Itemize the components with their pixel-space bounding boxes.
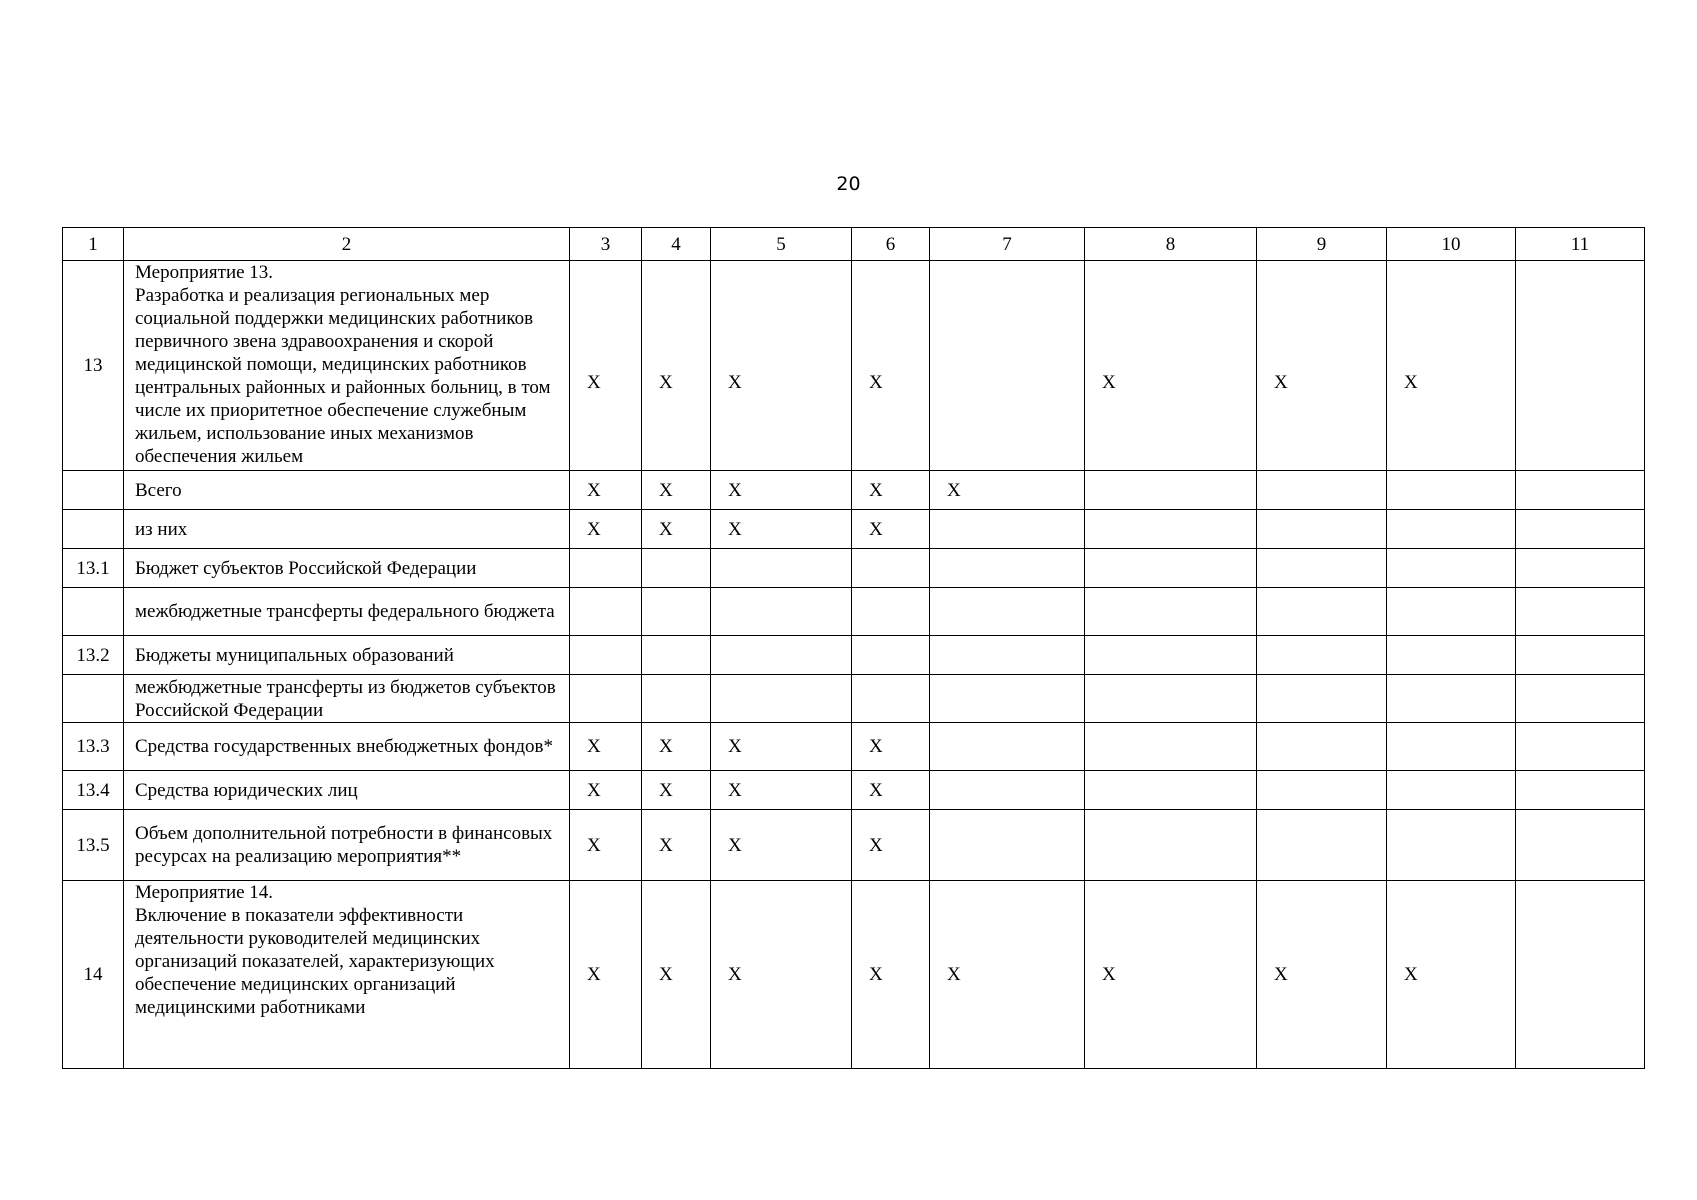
row-name: Всего xyxy=(124,471,570,510)
table-cell xyxy=(711,549,852,588)
table-cell xyxy=(1516,881,1645,1069)
table-cell: X xyxy=(852,771,930,810)
table-cell: X xyxy=(570,261,642,471)
column-header: 1 xyxy=(63,228,124,261)
column-header: 5 xyxy=(711,228,852,261)
table-cell xyxy=(1516,471,1645,510)
table-row xyxy=(63,881,1645,1069)
table-cell xyxy=(1257,510,1387,549)
table-cell xyxy=(1516,810,1645,881)
table-cell xyxy=(1257,588,1387,636)
table-cell xyxy=(1257,675,1387,723)
table-cell xyxy=(642,588,711,636)
table-cell xyxy=(1085,723,1257,771)
row-name: из них xyxy=(124,510,570,549)
table-cell: X xyxy=(711,723,852,771)
table-cell xyxy=(1257,636,1387,675)
page-number: 20 xyxy=(836,173,861,195)
table-cell xyxy=(1516,510,1645,549)
table-cell xyxy=(711,675,852,723)
table-cell xyxy=(1387,471,1516,510)
table-cell xyxy=(1085,588,1257,636)
row-name: Бюджеты муниципальных образований xyxy=(124,636,570,675)
table-row xyxy=(63,549,1645,588)
budget-table xyxy=(62,227,1645,1069)
table-cell xyxy=(642,636,711,675)
table-cell: X xyxy=(642,810,711,881)
row-number xyxy=(63,675,124,723)
table-cell xyxy=(1387,675,1516,723)
table-cell xyxy=(1516,261,1645,471)
table-cell: X xyxy=(642,723,711,771)
row-number: 14 xyxy=(63,881,124,1069)
table-cell xyxy=(1085,549,1257,588)
table-cell xyxy=(1085,675,1257,723)
table-row xyxy=(63,675,1645,723)
row-name: межбюджетные трансферты из бюджетов субъектов Российской Федерации xyxy=(124,675,570,723)
table-cell xyxy=(1387,810,1516,881)
table-cell xyxy=(930,588,1085,636)
table-cell xyxy=(1516,723,1645,771)
table-cell xyxy=(930,810,1085,881)
table-cell xyxy=(930,771,1085,810)
table-cell xyxy=(570,588,642,636)
table-cell xyxy=(930,675,1085,723)
table-cell xyxy=(1516,549,1645,588)
table-cell xyxy=(930,636,1085,675)
table-cell xyxy=(852,549,930,588)
table-cell: X xyxy=(570,771,642,810)
table-cell xyxy=(711,636,852,675)
table-cell xyxy=(1516,771,1645,810)
table-cell: X xyxy=(930,881,1085,1069)
table-cell xyxy=(930,510,1085,549)
table-cell xyxy=(642,675,711,723)
table-cell xyxy=(570,549,642,588)
table-cell: X xyxy=(642,471,711,510)
table-cell: X xyxy=(852,881,930,1069)
table-row xyxy=(63,471,1645,510)
table-row xyxy=(63,723,1645,771)
table-row xyxy=(63,636,1645,675)
table-cell xyxy=(1387,636,1516,675)
table-cell: X xyxy=(1085,881,1257,1069)
table-cell xyxy=(570,636,642,675)
table-cell xyxy=(1387,771,1516,810)
column-header: 7 xyxy=(930,228,1085,261)
table-cell xyxy=(1257,471,1387,510)
table-cell xyxy=(1257,723,1387,771)
table-cell: X xyxy=(570,881,642,1069)
table-cell: X xyxy=(711,510,852,549)
table-row xyxy=(63,261,1645,471)
row-number xyxy=(63,510,124,549)
table-cell xyxy=(1085,471,1257,510)
table-cell: X xyxy=(1257,881,1387,1069)
row-name: Мероприятие 14. Включение в показатели эффективности деятельности руководителей медицинских организаций показателей, характеризующих обеспечение медицинских организаций медицинскими работниками xyxy=(124,881,570,1069)
table-row xyxy=(63,510,1645,549)
table-cell xyxy=(1257,549,1387,588)
table-cell: X xyxy=(570,723,642,771)
table-cell: X xyxy=(1387,261,1516,471)
row-number: 13.3 xyxy=(63,723,124,771)
row-name: Объем дополнительной потребности в финансовых ресурсах на реализацию мероприятия** xyxy=(124,810,570,881)
table-cell xyxy=(1387,588,1516,636)
table-cell xyxy=(570,675,642,723)
table-cell: X xyxy=(852,723,930,771)
row-number: 13.1 xyxy=(63,549,124,588)
table-cell: X xyxy=(711,810,852,881)
row-name: Бюджет субъектов Российской Федерации xyxy=(124,549,570,588)
column-header: 8 xyxy=(1085,228,1257,261)
table-row xyxy=(63,588,1645,636)
table-cell xyxy=(1387,510,1516,549)
table-cell: X xyxy=(711,881,852,1069)
table-cell xyxy=(930,549,1085,588)
column-header: 3 xyxy=(570,228,642,261)
column-header: 6 xyxy=(852,228,930,261)
table-cell: X xyxy=(852,261,930,471)
table-cell: X xyxy=(852,510,930,549)
row-number xyxy=(63,588,124,636)
table-cell: X xyxy=(642,261,711,471)
table-cell xyxy=(1516,588,1645,636)
row-name: Мероприятие 13. Разработка и реализация региональных мер социальной поддержки медицинских работников первичного звена здравоохранения и скорой медицинской помощи, медицинских работников центральных районных и районных больниц, в том числе их приоритетное обеспечение служебным жильем, использование иных механизмов обеспечения жильем xyxy=(124,261,570,471)
table-cell: X xyxy=(1257,261,1387,471)
table-cell xyxy=(1516,636,1645,675)
table-cell xyxy=(1387,723,1516,771)
table-cell xyxy=(1257,810,1387,881)
column-header: 4 xyxy=(642,228,711,261)
row-number: 13.5 xyxy=(63,810,124,881)
table-cell xyxy=(1085,810,1257,881)
column-header: 10 xyxy=(1387,228,1516,261)
table-cell: X xyxy=(570,810,642,881)
table-row xyxy=(63,810,1645,881)
row-name: межбюджетные трансферты федерального бюджета xyxy=(124,588,570,636)
table-cell: X xyxy=(711,261,852,471)
table-cell: X xyxy=(1387,881,1516,1069)
table-cell: X xyxy=(852,810,930,881)
table-cell xyxy=(1387,549,1516,588)
table-cell xyxy=(1085,771,1257,810)
table-cell: X xyxy=(642,771,711,810)
table-cell: X xyxy=(852,471,930,510)
row-number: 13 xyxy=(63,261,124,471)
table-cell xyxy=(852,588,930,636)
row-number: 13.4 xyxy=(63,771,124,810)
column-header: 11 xyxy=(1516,228,1645,261)
column-header: 9 xyxy=(1257,228,1387,261)
table-cell xyxy=(852,636,930,675)
table-cell: X xyxy=(570,510,642,549)
row-name: Средства государственных внебюджетных фондов* xyxy=(124,723,570,771)
table-cell xyxy=(852,675,930,723)
table-cell xyxy=(642,549,711,588)
table-cell xyxy=(1257,771,1387,810)
table-cell xyxy=(1516,675,1645,723)
row-name: Средства юридических лиц xyxy=(124,771,570,810)
table-cell xyxy=(930,261,1085,471)
table-cell: X xyxy=(711,471,852,510)
table-header-row xyxy=(63,228,1645,261)
table-cell: X xyxy=(642,881,711,1069)
table-cell: X xyxy=(642,510,711,549)
table-cell: X xyxy=(570,471,642,510)
table-cell xyxy=(1085,510,1257,549)
column-header: 2 xyxy=(124,228,570,261)
table-cell: X xyxy=(1085,261,1257,471)
row-number: 13.2 xyxy=(63,636,124,675)
table-cell xyxy=(711,588,852,636)
row-number xyxy=(63,471,124,510)
table-cell: X xyxy=(711,771,852,810)
table-cell xyxy=(1085,636,1257,675)
table-cell xyxy=(930,723,1085,771)
table-cell: X xyxy=(930,471,1085,510)
table-row xyxy=(63,771,1645,810)
